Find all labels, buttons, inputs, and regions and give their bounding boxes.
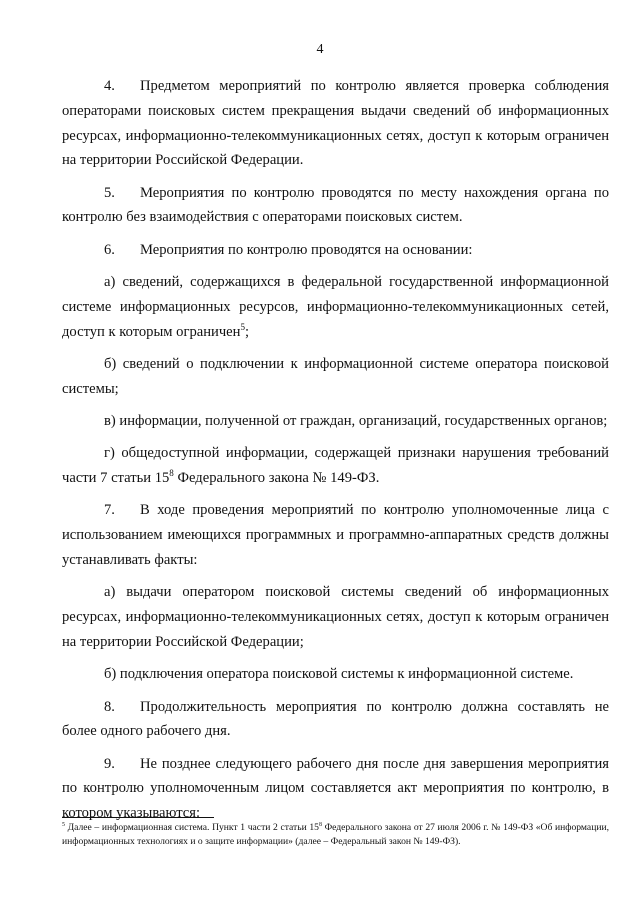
paragraph-number: 6. bbox=[104, 241, 115, 258]
paragraph-text: в) информации, полученной от граждан, организаций, государственных органов; bbox=[104, 413, 608, 430]
paragraph-number: 7. bbox=[104, 502, 115, 519]
paragraph-text-tail: Федерального закона № 149-ФЗ. bbox=[173, 470, 380, 487]
paragraph-text: б) подключения оператора поисковой системы к информационной системе. bbox=[104, 666, 574, 683]
paragraph-text: б) сведений о подключении к информационной системе оператора поисковой системы; bbox=[62, 355, 609, 397]
footnote bbox=[62, 821, 609, 849]
paragraph-9 bbox=[62, 752, 609, 826]
paragraph-text-tail: ; bbox=[245, 323, 250, 340]
paragraph-text: В ходе проведения мероприятий по контролю уполномоченные лица с использованием имеющихся программных и программно-аппаратных средств должны устанавливать факты: bbox=[62, 502, 609, 569]
footnote-text: Далее – информационная система. Пункт 1 части 2 статьи 15 bbox=[64, 822, 319, 833]
footnote-mark: 5 bbox=[62, 821, 65, 828]
page-number: 4 bbox=[316, 42, 324, 57]
paragraph-7 bbox=[62, 498, 609, 572]
subparagraph-6g bbox=[62, 441, 609, 491]
subparagraph-6v bbox=[62, 409, 609, 434]
paragraph-text: Продолжительность мероприятия по контролю должна составлять не более одного рабочего дня. bbox=[62, 698, 609, 740]
subparagraph-6a bbox=[62, 270, 609, 344]
footnote-text-tail: Федерального закона от 27 июля 2006 г. № 149-ФЗ «Об информации, информационных технологиях и о защите информации» (далее – Федеральный закон № 149-ФЗ). bbox=[62, 822, 609, 847]
article-superscript: 8 bbox=[169, 468, 174, 479]
paragraph-6 bbox=[62, 238, 609, 263]
paragraph-5 bbox=[62, 181, 609, 231]
subparagraph-6b bbox=[62, 352, 609, 402]
paragraph-number: 5. bbox=[104, 184, 115, 201]
paragraph-8 bbox=[62, 695, 609, 745]
paragraph-text: г) общедоступной информации, содержащей признаки нарушения требований части 7 статьи 15 bbox=[62, 445, 609, 487]
paragraph-text: Мероприятия по контролю проводятся на основании: bbox=[140, 241, 473, 258]
paragraph-number: 4. bbox=[104, 78, 115, 94]
paragraph-text: а) выдачи оператором поисковой системы сведений об информационных ресурсах, информационно-телекоммуникационных сетях, доступ к которым ограничен на территории Российской Федерации; bbox=[62, 584, 609, 650]
document-body bbox=[62, 74, 609, 826]
subparagraph-7b bbox=[62, 662, 609, 687]
subparagraph-7a bbox=[62, 580, 609, 654]
article-superscript: 8 bbox=[318, 821, 322, 828]
paragraph-text: а) сведений, содержащихся в федеральной государственной информационной системе информационных ресурсов, информационно-телекоммуникационных сетей, доступ к которым ограничен bbox=[62, 274, 609, 340]
paragraph-number: 8. bbox=[104, 698, 115, 715]
paragraph-4 bbox=[62, 74, 609, 173]
paragraph-text: Предметом мероприятий по контролю является проверка соблюдения операторами поисковых систем прекращения выдачи сведений об информационных ресурсах, информационно-телекоммуникационных сетях, доступ к которым ограничен на территории Российской Федерации. bbox=[62, 78, 609, 169]
paragraph-text: Не позднее следующего рабочего дня после дня завершения мероприятия по контролю уполномоченным лицом составляется акт мероприятия по контролю, в котором указываются: bbox=[62, 755, 609, 822]
footnote-separator bbox=[62, 817, 214, 818]
footnote-reference: 5 bbox=[240, 321, 245, 332]
paragraph-number: 9. bbox=[104, 755, 115, 772]
paragraph-text: Мероприятия по контролю проводятся по месту нахождения органа по контролю без взаимодействия с операторами поисковых систем. bbox=[62, 184, 609, 226]
